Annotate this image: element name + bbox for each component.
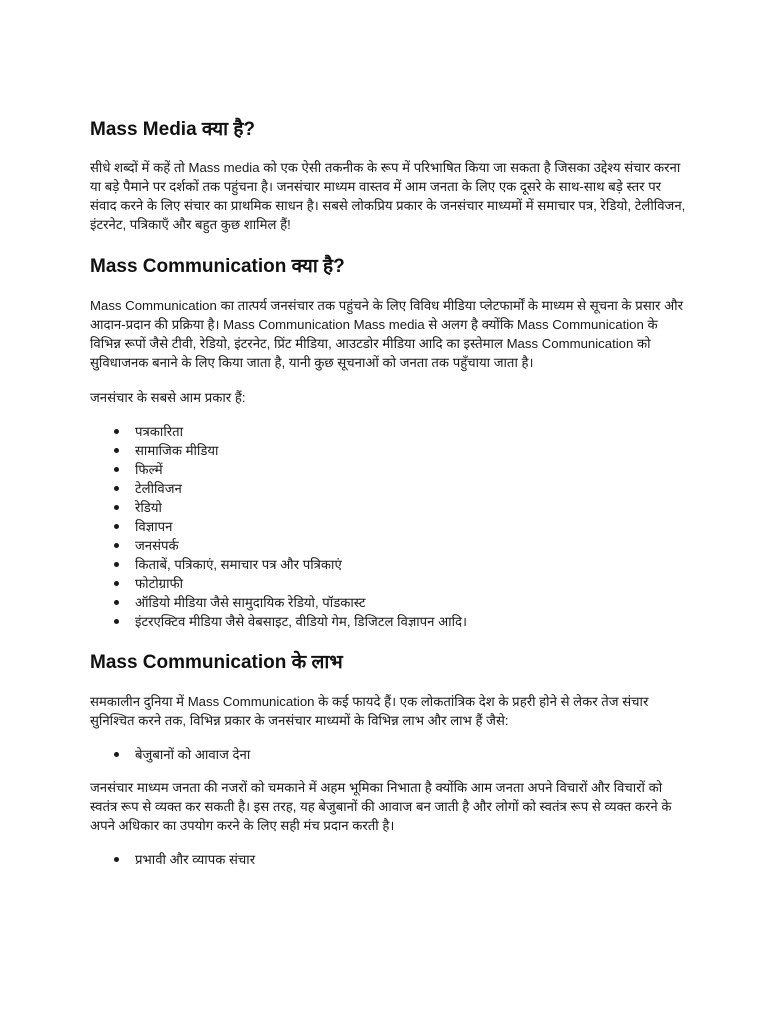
list-item: किताबें, पत्रिकाएं, समाचार पत्र और पत्रिकाएं — [112, 555, 688, 574]
list-item: पत्रकारिता — [112, 422, 688, 441]
list-item: विज्ञापन — [112, 517, 688, 536]
list-item: जनसंपर्क — [112, 536, 688, 555]
paragraph-benefits: समकालीन दुनिया में Mass Communication के कई फायदे हैं। एक लोकतांत्रिक देश के प्रहरी होने से लेकर तेज संचार सुनिश्चित करने तक, विभिन्न प्रकार के जनसंचार माध्यमों के विभिन्न लाभ और लाभ हैं जैसे: — [90, 694, 649, 728]
paragraph-types-intro: जनसंचार के सबसे आम प्रकार हैं: — [90, 390, 246, 405]
list-benefit-1 — [90, 745, 688, 764]
list-benefit-2 — [90, 850, 688, 869]
list-item: फोटोग्राफी — [112, 574, 688, 593]
heading-benefits: Mass Communication के लाभ — [90, 652, 343, 673]
list-communication-types — [90, 422, 688, 631]
list-item: रेडियो — [112, 498, 688, 517]
list-item: इंटरएक्टिव मीडिया जैसे वेबसाइट, वीडियो गेम, डिजिटल विज्ञापन आदि। — [112, 612, 688, 631]
paragraph-mass-communication: Mass Communication का तात्पर्य जनसंचार तक पहुंचने के लिए विविध मीडिया प्लेटफार्मों के माध्यम से सूचना के प्रसार और आदान-प्रदान की प्रक्रिया है। Mass Communication Mass media से अलग है क्योंकि Mass Communication के विभिन्न रूपों जैसे टीवी, रेडियो, इंटरनेट, प्रिंट मीडिया, आउटडोर मीडिया आदि का इस्तेमाल Mass Communication को सुविधाजनक बनाने के लिए किया जाता है, यानी कुछ सूचनाओं को जनता तक पहुँचाया जाता है। — [90, 298, 683, 370]
heading-mass-communication: Mass Communication क्या है? — [90, 256, 345, 277]
list-item: बेजुबानों को आवाज देना — [112, 745, 688, 764]
list-item: टेलीविजन — [112, 479, 688, 498]
list-item: प्रभावी और व्यापक संचार — [112, 850, 688, 869]
list-item: ऑडियो मीडिया जैसे सामुदायिक रेडियो, पॉडकास्ट — [112, 593, 688, 612]
list-item: सामाजिक मीडिया — [112, 441, 688, 460]
heading-mass-media: Mass Media क्या है? — [90, 119, 256, 140]
list-item: फिल्में — [112, 460, 688, 479]
paragraph-mass-media: सीधे शब्दों में कहें तो Mass media को एक ऐसी तकनीक के रूप में परिभाषित किया जा सकता है जिसका उद्देश्य संचार करना या बड़े पैमाने पर दर्शकों तक पहुंचना है। जनसंचार माध्यम वास्तव में आम जनता के लिए एक दूसरे के साथ-साथ बड़े स्तर पर संवाद करने के लिए संचार का प्राथमिक साधन है। सबसे लोकप्रिय प्रकार के जनसंचार माध्यमों में समाचार पत्र, रेडियो, टेलीविजन, इंटरनेट, पत्रिकाएँ और बहुत कुछ शामिल हैं! — [90, 160, 686, 232]
paragraph-benefit-1: जनसंचार माध्यम जनता की नजरों को चमकाने में अहम भूमिका निभाता है क्योंकि आम जनता अपने विचारों और विचारों को स्वतंत्र रूप से व्यक्त कर सकती है। इस तरह, यह बेजुबानों की आवाज बन जाती है और लोगों को स्वतंत्र रूप से व्यक्त करने के अपने अधिकार का उपयोग करने के लिए सही मंच प्रदान करती है। — [90, 780, 672, 833]
